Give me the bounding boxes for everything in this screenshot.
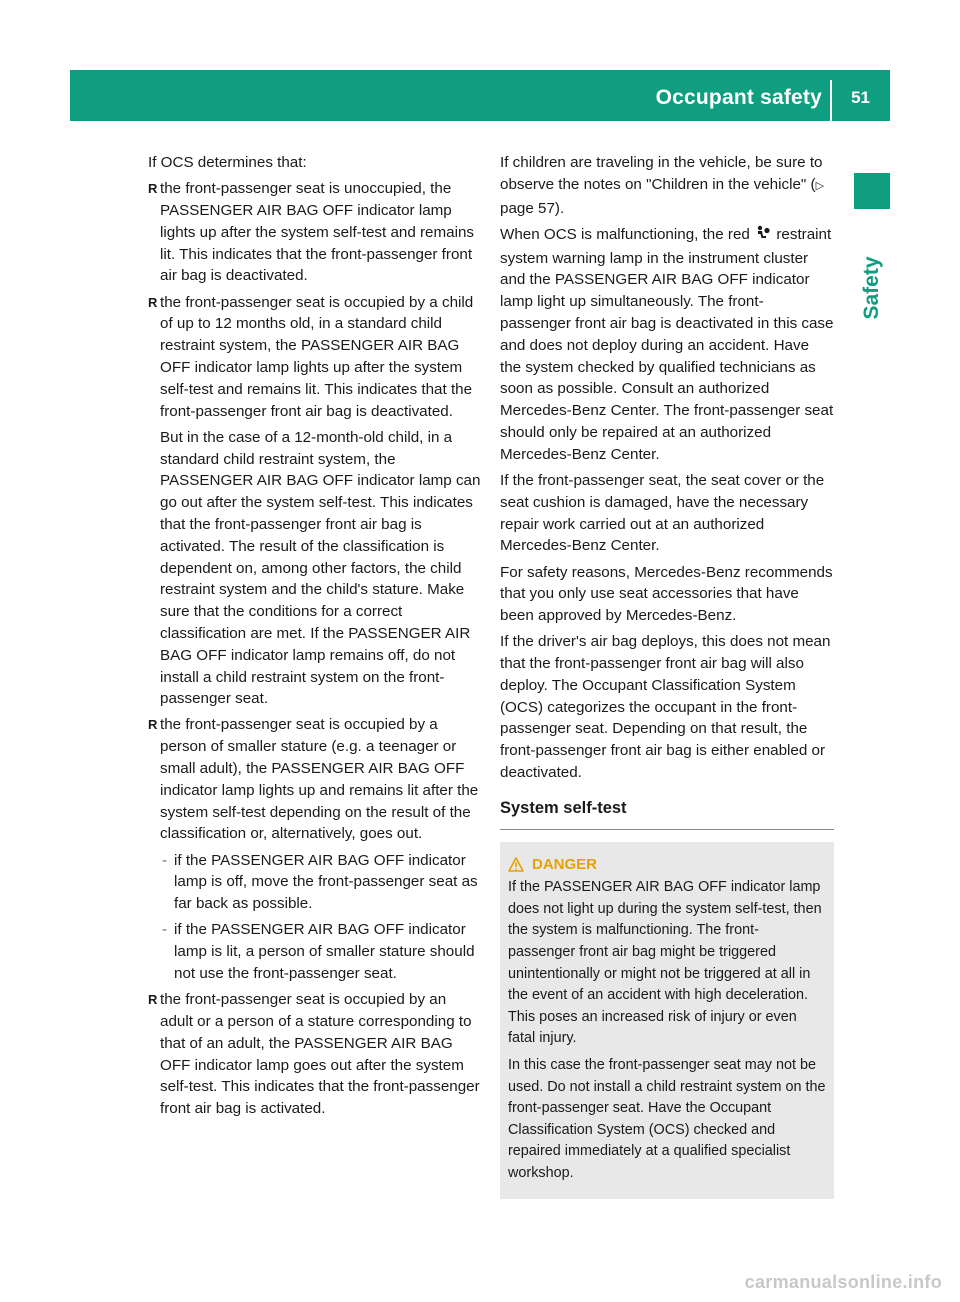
list-item [148,714,482,984]
dash-marker: - [162,921,168,939]
bullet-subparagraph: But in the case of a 12-month-old child, in a standard child restraint system, the PASSENGER AIR BAG OFF indicator lamp can go out after the system self-test. This indicates that the front-passenger front air bag is activated. The result of the classification is dependent on, among other factors, the child restraint system and the child's stature. Make sure that the conditions for a correct classification are met. If the PASSENGER AIR BAG OFF indicator lamp remains off, do not install a child restraint system on the front-passenger seat. [160,428,481,708]
children-note-end: ). [554,199,565,217]
dash-marker: - [162,851,168,869]
page-number: 51 [851,88,870,107]
danger-warning-box [500,842,834,1199]
page-ref-arrow-icon: ▷ [815,179,825,192]
section-title: Occupant safety [655,86,822,109]
list-item [148,178,482,287]
malfunction-text-start: When OCS is malfunctioning, the red [500,225,750,243]
intro-text: If OCS determines that: [148,154,307,171]
malfunction-paragraph [500,224,834,466]
left-column [148,152,482,1124]
damage-paragraph: If the front-passenger seat, the seat cover or the seat cushion is damaged, have the necessary repair work carried out at an authorized Mercedes-Benz Center. [500,471,825,555]
dash-item [160,919,482,984]
airbag-warning-icon [754,225,772,248]
accessories-paragraph: For safety reasons, Mercedes-Benz recommends that you only use seat accessories that have been approved by Mercedes-Benz. [500,563,833,625]
danger-label: DANGER [532,855,598,873]
deploy-paragraph: If the driver's air bag deploys, this does not mean that the front-passenger front air bag will also deploy. The Occupant Classification System (OCS) categorizes the occupant in the front-passenger seat. Depending on that result, the front-passenger front air bag is either enabled or deactivated. [500,633,831,782]
malfunction-text-end: restraint system warning lamp in the instrument cluster and the PASSENGER AIR BAG OFF indicator lamp light up simultaneously. The front-passenger front air bag is deactivated in this case and does not deploy during an accident. Have the system checked by qualified technicians as soon as possible. Consult an authorized Mercedes-Benz Center. The front-passenger seat should only be repaired at an authorized Mercedes-Benz Center. [500,225,834,463]
bullet-text: the front-passenger seat is occupied by a child of up to 12 months old, in a standard child restraint system, the PASSENGER AIR BAG OFF indicator lamp lights up after the system self-test and remains lit. This indicates that the front-passenger front air bag is deactivated. [160,293,474,420]
section-heading: System self-test [500,798,834,830]
chapter-tab-marker [854,173,890,209]
danger-header [508,854,826,876]
dash-text: if the PASSENGER AIR BAG OFF indicator lamp is off, move the front-passenger seat as far back as possible. [174,851,478,913]
page-reference-link[interactable]: page 57 [500,199,555,217]
bullet-marker: R [148,992,158,1008]
bullet-text: the front-passenger seat is unoccupied, the PASSENGER AIR BAG OFF indicator lamp lights up after the system self-test and remains lit. This indicates that the front-passenger front air bag is deactivated. [160,180,475,285]
right-column [500,152,834,1199]
warning-triangle-icon [508,857,524,872]
dash-item [160,850,482,915]
list-item [148,292,482,711]
children-note [500,152,834,219]
danger-text: If the PASSENGER AIR BAG OFF indicator lamp does not light up during the system self-test, then the system is malfunctioning. The front-passenger front air bag might be triggered unintentionally or might not be triggered at all in the event of an accident with high deceleration. This poses an increased risk of injury or even fatal injury. [508,879,822,1047]
list-item [148,989,482,1120]
bullet-marker: R [148,717,158,733]
dash-text: if the PASSENGER AIR BAG OFF indicator lamp is lit, a person of smaller stature should not use the front-passenger seat. [174,921,475,983]
children-note-text: If children are traveling in the vehicle, be sure to observe the notes on "Children in the vehicle" ( [500,154,823,193]
header-divider [830,80,832,121]
bullet-text: the front-passenger seat is occupied by an adult or a person of a stature corresponding to that of an adult, the PASSENGER AIR BAG OFF indicator lamp goes out after the system self-test. This indicates that the front-passenger front air bag is activated. [160,991,480,1118]
bullet-marker: R [148,181,158,197]
bullet-text: the front-passenger seat is occupied by a person of smaller stature (e.g. a teenager or small adult), the PASSENGER AIR BAG OFF indicator lamp lights up and remains lit after the system self-test depending on the result of the classification or, alternatively, goes out. [160,716,479,843]
bullet-marker: R [148,294,158,310]
chapter-tab-label: Safety [860,256,883,320]
watermark: carmanualsonline.info [744,1272,942,1292]
danger-text: In this case the front-passenger seat may not be used. Do not install a child restraint system on the front-passenger seat. Have the Occupant Classification System (OCS) checked and repaired immediately at a qualified specialist workshop. [508,1057,826,1181]
page-header [70,70,890,121]
